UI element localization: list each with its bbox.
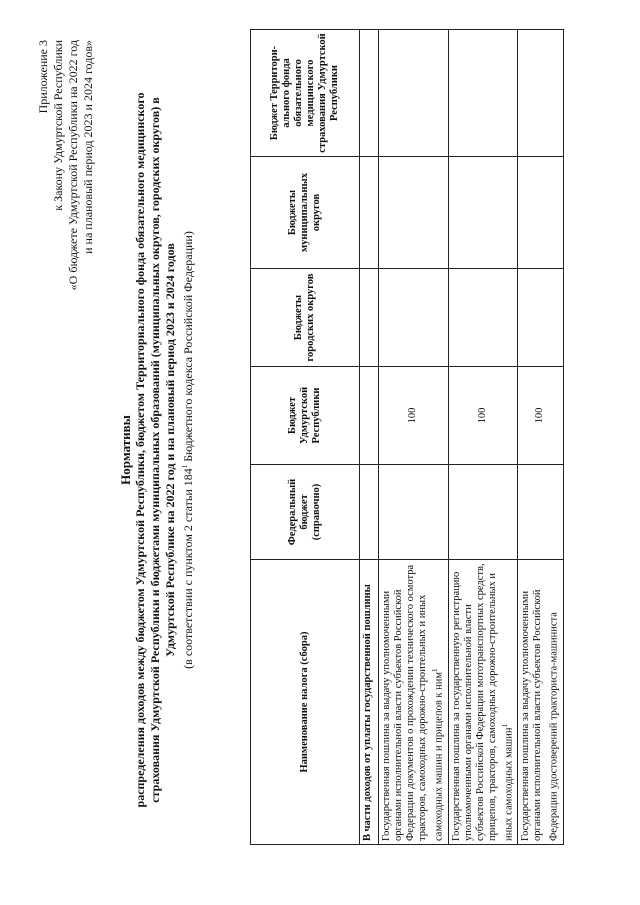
header-republic: Бюджет Удмуртской Республики — [251, 367, 360, 465]
title-line-4 — [178, 55, 196, 845]
document-title — [118, 55, 196, 845]
footnote-mark: 1 — [500, 724, 509, 728]
header-municipal-districts: Бюджеты муниципальных округов — [251, 157, 360, 269]
title-line-3: Удмуртской Республике на 2022 год и на плановый период 2023 и 2024 годов — [163, 243, 177, 657]
title-line-4-sup: 1 — [181, 464, 189, 469]
municipal-cell — [518, 157, 564, 269]
title-line-1: распределения доходов между бюджетом Удмуртской Республики, бюджетом Территориального фонда обязательного медицинского — [133, 92, 147, 808]
table-row — [518, 30, 564, 845]
fund-cell — [448, 30, 518, 157]
city-cell — [518, 269, 564, 367]
title-heading: Нормативы — [118, 415, 133, 485]
federal-cell — [518, 465, 564, 560]
table-row — [448, 30, 518, 845]
tax-name-cell — [379, 560, 449, 845]
federal-cell — [448, 465, 518, 560]
title-line-4-post: Бюджетного кодекса Российской Федерации) — [181, 231, 195, 465]
municipal-cell — [448, 157, 518, 269]
tax-name-text: Государственная пошлина за выдачу уполномоченными органами исполнительной власти субъектов Российской Федерации документов о прохождении технического осмотра тракторов, самоходных дорожно-строительных и иных самоходных машин и прицепов к ним — [381, 564, 445, 841]
footnote-mark: 1 — [431, 668, 439, 672]
tax-name-cell — [448, 560, 518, 845]
republic-cell: 100 — [518, 367, 564, 465]
header-insurance-fund: Бюджет Территори-ального фонда обязательного медицинского страхования Удмуртской Республики — [251, 30, 360, 157]
appendix-line-4: и на плановый период 2023 и 2024 годов» — [81, 40, 95, 254]
city-cell — [379, 269, 449, 367]
norms-table — [250, 29, 564, 845]
appendix-line-2: к Закону Удмуртской Республики — [51, 40, 65, 211]
title-line-2: страхования Удмуртской Республики и бюджетами муниципальных образований (муниципальных округов, городских округов) в — [148, 97, 162, 803]
city-cell — [448, 269, 518, 367]
republic-cell: 100 — [448, 367, 518, 465]
republic-cell: 100 — [379, 367, 449, 465]
table-row — [379, 30, 449, 845]
header-city-districts: Бюджеты городских округов — [251, 269, 360, 367]
section-row — [360, 30, 379, 845]
fund-cell — [518, 30, 564, 157]
tax-name-text: Государственная пошлина за выдачу уполномоченными органами исполнительной власти субъектов Российской Федерации удостоверений тракториста-машиниста — [520, 589, 560, 841]
federal-cell — [379, 465, 449, 560]
tax-name-text: Государственная пошлина за государственную регистрацию уполномоченными органами исполнительной власти субъектов Российской Федерации мототранспортных средств, прицепов, тракторов, самоходных дорожно-строительных и иных самоходных машин — [450, 563, 514, 841]
appendix-header — [36, 40, 96, 290]
title-line-4-pre: (в соответствии с пунктом 2 статьи 184 — [181, 468, 195, 669]
tax-name-cell — [518, 560, 564, 845]
header-tax-name: Наименование налога (сбора) — [251, 560, 360, 845]
table-header-row — [251, 30, 360, 845]
header-federal: Федеральный бюджет (справочно) — [251, 465, 360, 560]
appendix-line-1: Приложение 3 — [36, 40, 50, 114]
municipal-cell — [379, 157, 449, 269]
section-title: В части доходов от уплаты государственной пошлины — [360, 560, 379, 845]
appendix-line-3: «О бюджете Удмуртской Республики на 2022 год — [66, 40, 80, 291]
fund-cell — [379, 30, 449, 157]
